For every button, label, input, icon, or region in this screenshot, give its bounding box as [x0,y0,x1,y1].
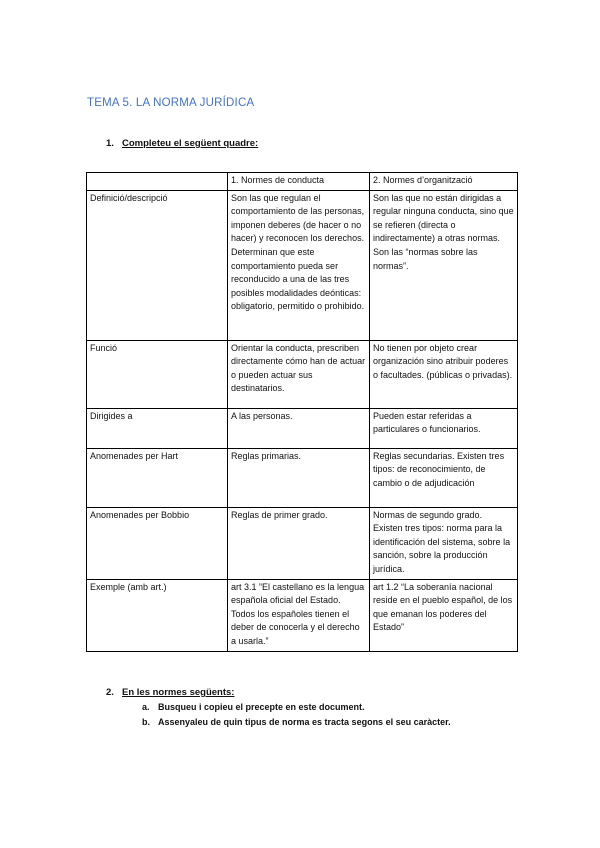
row-label: Dirigides a [87,408,228,448]
cell-organitzacio: Son las que no están dirigidas a regular ninguna conducta, sino que se refieren (directa o indirectamente) a otras normas. Son las “normas sobre las normas”. [370,190,518,340]
exercise-2-number: 2. [106,687,114,698]
row-label: Definició/descripció [87,190,228,340]
table-row [87,448,518,507]
table-row [87,579,518,651]
cell-organitzacio: Pueden estar referidas a particulares o funcionarios. [370,408,518,448]
item-text: Busqueu i copieu el precepte en este document. [158,702,365,712]
table-row [87,340,518,408]
cell-conducta: A las personas. [228,408,370,448]
item-text: Assenyaleu de quin tipus de norma es tracta segons el seu caràcter. [158,717,451,727]
table-header-organitzacio: 2. Normes d’organització [370,173,518,191]
table-row [87,190,518,340]
table-header-row [87,173,518,191]
item-letter: a. [142,702,150,712]
table-row [87,507,518,579]
cell-conducta: art 3.1 ”El castellano es la lengua española oficial del Estado. Todos los españoles tienen el deber de conocerla y el derecho a usarla.” [228,579,370,651]
exercise-1-number: 1. [106,138,114,149]
table-row [87,408,518,448]
table-header-conducta: 1. Normes de conducta [228,173,370,191]
norms-table [86,172,518,652]
item-letter: b. [142,717,150,727]
exercise-1-heading [106,138,258,149]
row-label: Funció [87,340,228,408]
cell-organitzacio: art 1.2 “La soberanía nacional reside en el pueblo español, de los que emanan los poderes del Estado” [370,579,518,651]
cell-conducta: Reglas de primer grado. [228,507,370,579]
cell-organitzacio: Normas de segundo grado. Existen tres tipos: norma para la identificación del sistema, sobre la sanción, sobre la producción jurídica. [370,507,518,579]
exercise-2-item-b [142,717,451,727]
exercise-1-instruction: Completeu el següent quadre: [122,138,259,149]
row-label: Exemple (amb art.) [87,579,228,651]
cell-organitzacio: No tienen por objeto crear organización sino atribuir poderes o facultades. (públicas o privadas). [370,340,518,408]
page-title: TEMA 5. LA NORMA JURÍDICA [87,97,255,109]
row-label: Anomenades per Bobbio [87,507,228,579]
exercise-2-heading [106,687,234,698]
row-label: Anomenades per Hart [87,448,228,507]
table-header-empty [87,173,228,191]
exercise-2-item-a [142,702,365,712]
exercise-2-instruction: En les normes següents: [122,687,235,698]
cell-conducta: Son las que regulan el comportamiento de las personas, imponen deberes (de hacer o no hacer) y reconocen los derechos. Determinan que este comportamiento pueda ser reconducido a una de las tres posibles modalidades deónticas: obligatorio, permitido o prohibido. [228,190,370,340]
cell-organitzacio: Reglas secundarias. Existen tres tipos: de reconocimiento, de cambio o de adjudicación [370,448,518,507]
cell-conducta: Orientar la conducta, prescriben directamente cómo han de actuar o pueden actuar sus destinatarios. [228,340,370,408]
cell-conducta: Reglas primarias. [228,448,370,507]
